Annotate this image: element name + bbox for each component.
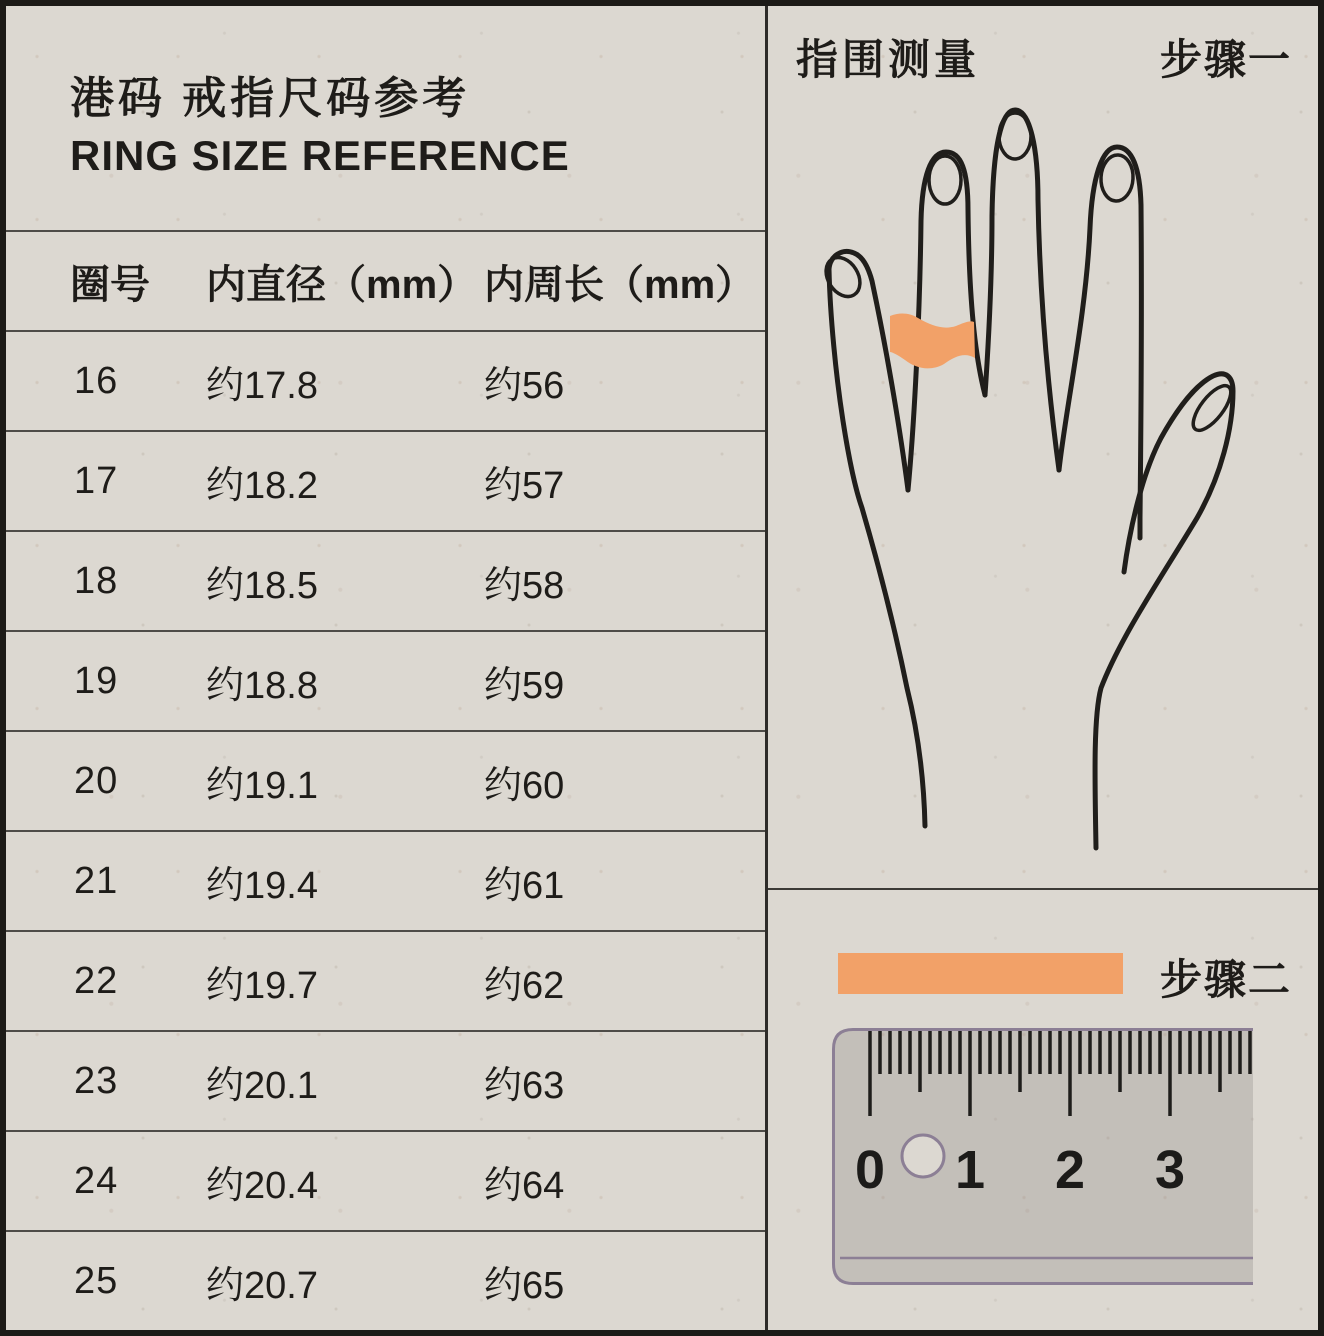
inner-circumference-cell: 约61	[484, 864, 565, 907]
size-table-panel	[6, 6, 765, 1330]
inner-circumference-cell: 约57	[484, 464, 565, 507]
inner-diameter-cell: 约19.7	[206, 964, 318, 1007]
table-row	[6, 1232, 765, 1330]
inner-circumference-cell: 约65	[484, 1264, 565, 1307]
ring-measure-band	[890, 314, 975, 369]
column-header-inner-diameter: 内直径（mm）	[206, 262, 478, 307]
table-row	[6, 332, 765, 432]
table-row	[6, 532, 765, 632]
paper-strip	[838, 953, 1123, 994]
ruler-number-3: 3	[1154, 1140, 1186, 1200]
inner-diameter-cell: 约18.8	[206, 664, 318, 707]
ring-nail	[929, 156, 961, 204]
table-row	[6, 732, 765, 832]
inner-circumference-cell: 约64	[484, 1164, 565, 1207]
table-row	[6, 1032, 765, 1132]
middle-finger-outline	[985, 110, 1059, 470]
inner-diameter-cell: 约20.1	[206, 1064, 318, 1107]
ruler-number-2: 2	[1054, 1140, 1086, 1200]
ruler-number-1: 1	[954, 1140, 986, 1200]
column-header-inner-circumference: 内周长（mm）	[484, 262, 756, 307]
inner-diameter-cell: 约20.4	[206, 1164, 318, 1207]
table-row	[6, 632, 765, 732]
ring-size-cell: 16	[74, 359, 119, 402]
table-title-zh: 港码 戒指尺码参考	[70, 74, 471, 123]
index-nail	[1100, 154, 1134, 202]
inner-diameter-cell: 约18.2	[206, 464, 318, 507]
ruler-number-0: 0	[854, 1140, 886, 1200]
middle-nail	[999, 113, 1031, 159]
inner-diameter-cell: 约19.1	[206, 764, 318, 807]
ring-size-cell: 19	[74, 659, 119, 702]
ruler-illustration	[832, 1028, 1253, 1286]
paper-strip-illustration	[838, 953, 1123, 994]
inner-diameter-cell: 约18.5	[206, 564, 318, 607]
index-finger-outline	[1059, 147, 1141, 538]
ring-size-cell: 21	[74, 859, 119, 902]
inner-circumference-cell: 约63	[484, 1064, 565, 1107]
ruler-hole	[902, 1135, 944, 1177]
inner-circumference-cell: 约59	[484, 664, 565, 707]
table-row	[6, 1132, 765, 1232]
ring-size-cell: 24	[74, 1159, 119, 1202]
table-body	[6, 332, 765, 1330]
inner-circumference-cell: 约60	[484, 764, 565, 807]
ring-size-cell: 22	[74, 959, 119, 1002]
ring-size-cell: 18	[74, 559, 119, 602]
ring-size-cell: 25	[74, 1259, 119, 1302]
measure-guide-title: 指围测量	[796, 36, 981, 83]
table-row	[6, 832, 765, 932]
table-row	[6, 932, 765, 1032]
table-row	[6, 432, 765, 532]
hand-illustration	[768, 76, 1318, 888]
inner-circumference-cell: 约56	[484, 364, 565, 407]
step-two-label: 步骤二	[1159, 956, 1292, 1003]
thumb-outline	[1095, 374, 1233, 848]
inner-diameter-cell: 约19.4	[206, 864, 318, 907]
column-header-ring-size: 圈号	[70, 262, 150, 307]
ring-size-cell: 20	[74, 759, 119, 802]
inner-diameter-cell: 约17.8	[206, 364, 318, 407]
ring-size-cell: 17	[74, 459, 119, 502]
measure-guide-panel	[768, 6, 1318, 1330]
panel-divider-horizontal	[768, 888, 1318, 890]
inner-circumference-cell: 约62	[484, 964, 565, 1007]
inner-circumference-cell: 约58	[484, 564, 565, 607]
table-title-en: RING SIZE REFERENCE	[70, 132, 570, 179]
ring-size-cell: 23	[74, 1059, 119, 1102]
table-header-row	[6, 230, 765, 332]
step-one-label: 步骤一	[1159, 36, 1292, 83]
inner-diameter-cell: 约20.7	[206, 1264, 318, 1307]
